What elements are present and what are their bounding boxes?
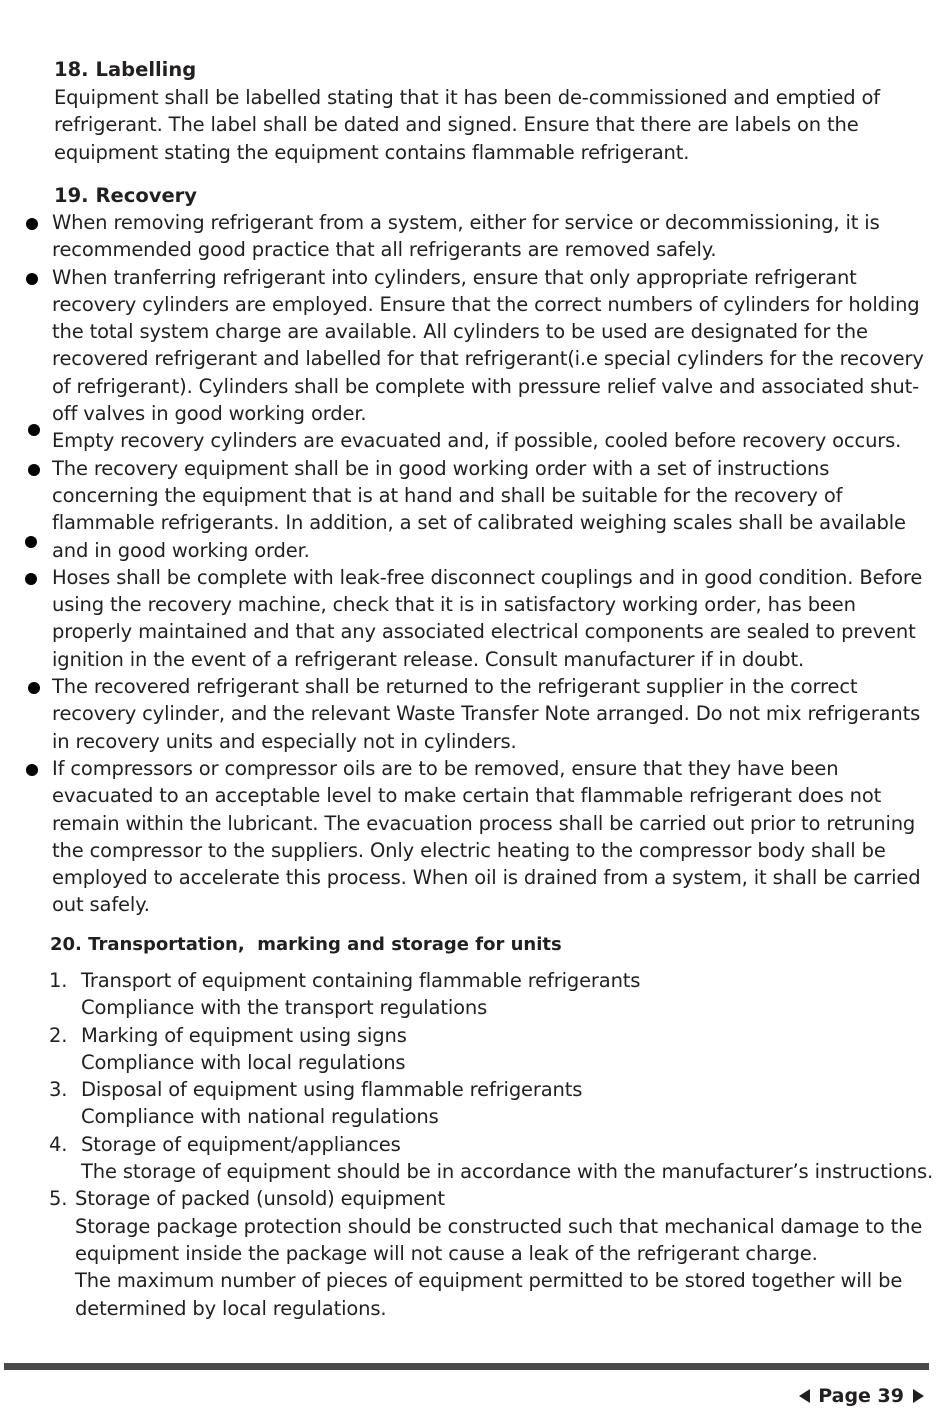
list-item [0, 1076, 950, 1131]
bullet-icon [28, 682, 40, 694]
item-title: Storage of packed (unsold) equipment [75, 1187, 445, 1211]
item-number: 3. [49, 1078, 68, 1102]
section-19-heading [54, 182, 197, 209]
bullet-icon [25, 573, 37, 585]
item-number: 1. [49, 969, 68, 992]
list-item [0, 967, 950, 1022]
item-title: Marking of equipment using signs [81, 1023, 407, 1047]
item-paragraph: Storage package protection should be constructed such that mechanical damage to the equipment inside the package will not cause a leak of the refrigerant charge. [75, 1214, 923, 1265]
section-18-number: 18. [54, 58, 89, 81]
item-title: Storage of equipment/appliances [81, 1132, 401, 1156]
list-item [0, 427, 932, 454]
stray-bullet-icon [25, 536, 37, 548]
item-paragraph: The maximum number of pieces of equipment permitted to be stored together will be determined by local regulations. [75, 1269, 903, 1320]
page-number: Page 39 [818, 1385, 904, 1407]
section-18-heading [54, 56, 196, 83]
triangle-right-icon[interactable] [913, 1389, 924, 1403]
list-item [0, 1131, 950, 1186]
bullet-text: When removing refrigerant from a system, either for service or decommissioning, it is recommended good practice that all refrigerants are removed safely. [52, 211, 880, 262]
bullet-text: The recovered refrigerant shall be returned to the refrigerant supplier in the correct recovery cylinder, and the relevant Waste Transfer Note arranged. Do not mix refrigerants in recovery units and especially not in cylinders. [52, 675, 921, 753]
list-item [0, 264, 932, 428]
section-20-numbered-list [0, 967, 950, 1322]
bullet-text: When tranferring refrigerant into cylinders, ensure that only appropriate refrigerant recovery cylinders are employed. Ensure that the correct numbers of cylinders for holding the total system charge are available. All cylinders to be used are designated for the recovered refrigerant and labelled for that refrigerant(i.e special cylinders for the recovery of refrigerant). Cylinders shall be complete with pressure relief valve and associated shut-off valves in good working order. [52, 265, 924, 426]
bullet-icon [26, 764, 38, 776]
footer-divider [4, 1363, 929, 1370]
item-subtext: Compliance with the transport regulations [81, 996, 488, 1020]
section-19-title: Recovery [95, 184, 198, 207]
bullet-icon [26, 218, 38, 230]
section-20-heading: 20. Transportation, marking and storage for units [50, 934, 562, 955]
bullet-text: If compressors or compressor oils are to be removed, ensure that they have been evacuated to an acceptable level to make certain that flammable refrigerant does not remain within the lubricant. The evacuation process shall be carried out prior to retruning the compressor to the suppliers. Only electric heating to the compressor body shall be employed to accelerate this process. When oil is drained from a system, it shall be carried out safely. [52, 756, 921, 917]
bullet-text: Hoses shall be complete with leak-free disconnect couplings and in good condition. Before using the recovery machine, check that it is in satisfactory working order, has been properly maintained and that any associated electrical components are sealed to prevent ignition in the event of a refrigerant release. Consult manufacturer if in doubt. [52, 565, 923, 671]
list-item [0, 564, 932, 673]
item-title: Transport of equipment containing flammable refrigerants [81, 969, 641, 992]
bullet-icon [28, 424, 40, 436]
triangle-left-icon[interactable] [799, 1389, 810, 1403]
item-number: 5. [49, 1187, 68, 1211]
list-item [0, 755, 932, 919]
section-18-body: Equipment shall be labelled stating that it has been de-commissioned and emptied of refrigerant. The label shall be dated and signed. Ensure that there are labels on the equipment stating the equipment contains flammable refrigerant. [54, 86, 880, 164]
section-19-number: 19. [54, 184, 89, 207]
list-item [0, 1185, 950, 1321]
list-item [0, 1022, 950, 1077]
section-19-bullet-list [0, 209, 950, 919]
bullet-icon [26, 273, 38, 285]
bullet-icon [28, 464, 40, 476]
list-item [0, 209, 932, 264]
page-navigation [799, 1383, 924, 1409]
item-subtext: Compliance with national regulations [81, 1105, 439, 1129]
item-subtext: The storage of equipment should be in accordance with the manufacturer’s instructions. [81, 1160, 934, 1184]
bullet-text: Empty recovery cylinders are evacuated and, if possible, cooled before recovery occurs. [52, 429, 902, 453]
item-subtext: Compliance with local regulations [81, 1050, 406, 1074]
list-item [0, 673, 932, 755]
section-18-title: Labelling [95, 58, 197, 81]
item-number: 4. [49, 1132, 68, 1156]
item-number: 2. [49, 1023, 68, 1047]
bullet-text: The recovery equipment shall be in good working order with a set of instructions concerning the equipment that is at hand and shall be suitable for the recovery of flammable refrigerants. In addition, a set of calibrated weighing scales shall be available and in good working order. [52, 456, 906, 562]
item-title: Disposal of equipment using flammable refrigerants [81, 1078, 583, 1102]
list-item [0, 455, 932, 564]
